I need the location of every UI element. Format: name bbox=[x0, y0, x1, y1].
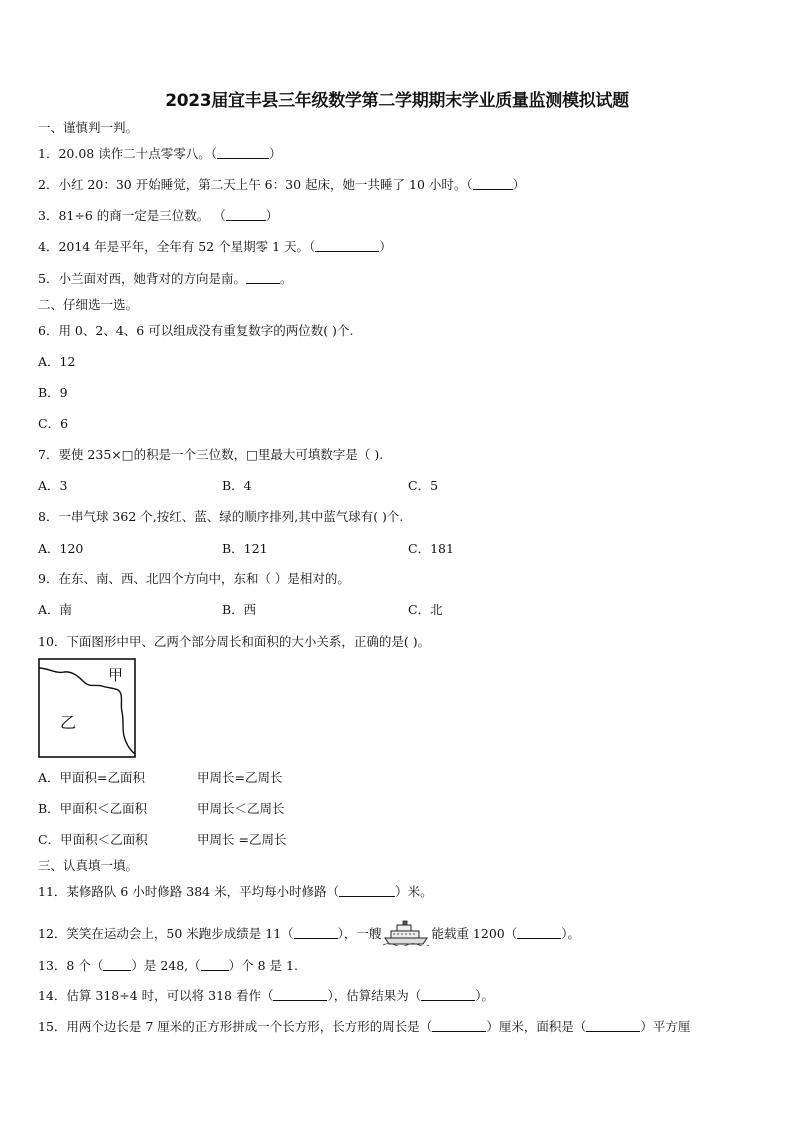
question-text: 2．小红 20：30 开始睡觉，第二天上午 6：30 起床，她一共睡了 10 小时。（ bbox=[38, 177, 473, 192]
question-text: 1．20.08 读作二十点零零八。（ bbox=[38, 146, 217, 161]
answer-blank[interactable] bbox=[246, 271, 280, 284]
question-9: 9．在东、南、西、北四个方向中，东和（ ）是相对的。 bbox=[38, 571, 350, 586]
option-a-perimeter: 甲周长=乙周长 bbox=[197, 770, 283, 785]
option-c[interactable]: C．181 bbox=[408, 541, 454, 556]
question-4: 4．2014 年是平年，全年有 52 个星期零 1 天。（ ） bbox=[38, 239, 392, 254]
option-b[interactable]: B．甲面积＜乙面积 bbox=[38, 801, 148, 816]
option-a[interactable]: A．3 bbox=[38, 478, 68, 493]
option-b[interactable]: B．西 bbox=[222, 602, 257, 617]
answer-blank[interactable] bbox=[339, 884, 395, 897]
option-c[interactable]: C．甲面积＜乙面积 bbox=[38, 832, 148, 847]
answer-blank[interactable] bbox=[294, 926, 338, 939]
divided-square-diagram bbox=[38, 658, 136, 758]
option-c[interactable]: C．北 bbox=[408, 602, 443, 617]
option-a[interactable]: A．甲面积=乙面积 bbox=[38, 770, 146, 785]
page-title: 2023届宜丰县三年级数学第二学期期末学业质量监测模拟试题 bbox=[165, 91, 629, 111]
question-6: 6．用 0、2、4、6 可以组成没有重复数字的两位数( )个. bbox=[38, 323, 354, 338]
answer-blank[interactable] bbox=[473, 177, 513, 190]
answer-blank[interactable] bbox=[103, 958, 131, 971]
option-c[interactable]: C．5 bbox=[408, 478, 439, 493]
option-b-perimeter: 甲周长＜乙周长 bbox=[197, 801, 285, 816]
question-13: 13．8 个（ ）是 248,（ ）个 8 是 1. bbox=[38, 958, 298, 973]
option-b[interactable]: B．121 bbox=[222, 541, 268, 556]
question-12: 12．笑笑在运动会上，50 米跑步成绩是 11（ ），一艘 能载重 1200（ ）。 bbox=[38, 920, 580, 946]
answer-blank[interactable] bbox=[432, 1019, 486, 1032]
question-11: 11．某修路队 6 小时修路 384 米，平均每小时修路（ ）米。 bbox=[38, 884, 433, 899]
question-text: 4．2014 年是平年，全年有 52 个星期零 1 天。（ bbox=[38, 239, 316, 254]
question-text: 11．某修路队 6 小时修路 384 米，平均每小时修路（ bbox=[38, 884, 340, 899]
question-10: 10．下面图形中甲、乙两个部分周长和面积的大小关系，正确的是( )。 bbox=[38, 634, 431, 649]
option-c-perimeter: 甲周长 =乙周长 bbox=[197, 832, 287, 847]
question-text: 12．笑笑在运动会上，50 米跑步成绩是 11（ bbox=[38, 926, 294, 941]
section-heading-fill: 三、认真填一填。 bbox=[38, 858, 139, 873]
question-14: 14．估算 318÷4 时，可以将 318 看作（ ），估算结果为（ ）。 bbox=[38, 988, 494, 1003]
question-15: 15．用两个边长是 7 厘米的正方形拼成一个长方形，长方形的周长是（ ）厘米，面积是（ ）平方厘 bbox=[38, 1019, 691, 1034]
answer-blank[interactable] bbox=[517, 926, 561, 939]
shape-figure bbox=[38, 658, 136, 758]
option-c[interactable]: C．6 bbox=[38, 416, 69, 431]
question-2: 2．小红 20：30 开始睡觉，第二天上午 6：30 起床，她一共睡了 10 小时。（ ） bbox=[38, 177, 526, 192]
label-jia: 甲 bbox=[108, 666, 124, 684]
answer-blank[interactable] bbox=[586, 1019, 640, 1032]
answer-blank[interactable] bbox=[226, 208, 266, 221]
section-heading-choice: 二、仔细选一选。 bbox=[38, 297, 139, 312]
question-5: 5．小兰面对西，她背对的方向是南。 。 bbox=[38, 271, 293, 286]
question-1: 1．20.08 读作二十点零零八。（ ） bbox=[38, 146, 282, 161]
option-a[interactable]: A．120 bbox=[38, 541, 84, 556]
answer-blank[interactable] bbox=[201, 958, 229, 971]
ship-icon bbox=[383, 920, 429, 946]
option-a[interactable]: A．南 bbox=[38, 602, 73, 617]
question-8: 8．一串气球 362 个,按红、蓝、绿的顺序排列,其中蓝气球有( )个. bbox=[38, 509, 404, 524]
answer-blank[interactable] bbox=[421, 988, 475, 1001]
section-heading-judge: 一、谨慎判一判。 bbox=[38, 120, 139, 135]
label-yi: 乙 bbox=[60, 713, 77, 732]
answer-blank[interactable] bbox=[217, 146, 269, 159]
question-text: 5．小兰面对西，她背对的方向是南。 bbox=[38, 271, 246, 286]
option-b[interactable]: B．4 bbox=[222, 478, 252, 493]
question-3: 3．81÷6 的商一定是三位数。 （ ） bbox=[38, 208, 279, 223]
answer-blank[interactable] bbox=[273, 988, 327, 1001]
option-b[interactable]: B．9 bbox=[38, 385, 68, 400]
option-a[interactable]: A．12 bbox=[38, 354, 76, 369]
question-7: 7．要使 235×□的积是一个三位数，□里最大可填数字是（ ). bbox=[38, 447, 384, 462]
question-text: 3．81÷6 的商一定是三位数。 （ bbox=[38, 208, 226, 223]
answer-blank[interactable] bbox=[315, 239, 379, 252]
